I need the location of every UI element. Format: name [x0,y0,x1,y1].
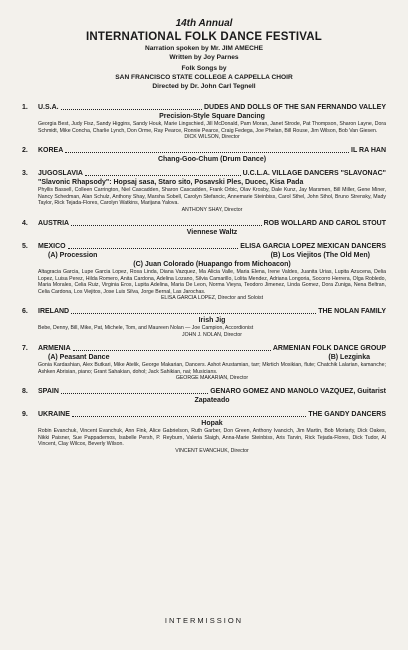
item-dancers: Gonia Kardashian, Alex Butkari, Mike Atelik, George Makarian, Dancers. Ashot Arustamian, tarr; Mkrtich Mosikian, flute; Chatchik Lalarian, kamanche; Ashken Abrisian, piano; Grant Sahakian, dohol; Jack Sahikian, nai; Musicians. [38,361,386,375]
program-list [22,103,386,455]
item-dancers: Altagracia Garcia, Lupe Garcia Lopez, Rosa Linda, Diana Vazquez, Ma Alicia Valle, Maria Elena, Irene Valdes, Juanita Urias, Lupita Azucena, Delia Lopez, Luisa Perez, Hilda Romero, Anita Cardona, Adelina Lozano, Silvia Camarillo, Lolita Mendez, Adriana Longoria, Socorro Herrera, Olga Robledo, Maria Morales, Celia Ruiz, Virginia Eros, Lupita Adelina, Maria De Leon, Norma Vieyra, Teodoro Jimenez, Linda Gomez, Dora Zuniga, Nena Beltran, Celia Cardona, Los Viejitos, Jose Luis Silva, Jorge Bernal, Las Jarochas. [38,268,386,295]
program-item-korea [22,146,386,164]
item-performer: GENARO GOMEZ AND MANOLO VAZQUEZ, Guitarist [210,388,386,396]
item-performer: ARMENIAN FOLK DANCE GROUP [272,344,386,352]
program-item-usa [22,103,386,141]
item-number: 3. [22,170,28,178]
dot-leader [71,219,262,226]
dot-leader [65,146,349,153]
program-item-spain [22,387,386,405]
item-country: MEXICO [38,242,66,250]
item-dance-a: (A) Peasant Dance [48,353,110,361]
item-performer: ROB WOLLARD AND CAROL STOUT [263,219,386,227]
item-director: ELISA GARCIA LOPEZ, Director and Soloist [160,295,264,302]
item-dance-b: (B) Lezginka [328,353,370,361]
item-dance: Irish Jig [198,317,226,325]
item-dance: Viennese Waltz [186,228,238,236]
item-performer: THE NOLAN FAMILY [318,308,386,316]
item-number: 8. [22,388,28,396]
item-director: GEORGE MAKARIAN, Director [175,375,249,382]
item-performer: IL RA HAN [351,147,386,155]
item-dance: Precision-Style Square Dancing [159,113,265,120]
item-director: JOHN J. NOLAN, Director [182,331,242,338]
item-country: UKRAINE [38,411,70,419]
item-dancers: Robin Evanchuk, Vincent Evanchuk, Ann Fink, Alice Gabrielson, Ruth Garber, Don Green, Anthony Ivancich, Jim Martin, Bob Moriarty, Dick Oakes, Nikki Paisner, Sue Pappademos, Isabelle Persh, P. Reyburn, Valeria Slaigh, Anna-Marie Steinbiss, Aris Tarvin, Rick Tejada-Flores, Dick Tudor, Al Vincent, Clay Wilcox, Beverly Wilson. [38,428,386,448]
item-country: ARMENIA [38,344,71,352]
dot-leader [73,344,271,351]
item-director: ANTHONY SHAY, Director [181,206,243,213]
dot-leader [68,242,239,249]
choir-director-credit: Directed by Dr. John Carl Tegnell [152,83,256,90]
item-number: 9. [22,411,28,419]
program-item-mexico [22,242,386,302]
item-performer: THE GANDY DANCERS [308,411,386,419]
folk-songs-credit: Folk Songs by [181,65,227,72]
item-performer: U.C.L.A. VILLAGE DANCERS "SLAVONAC" [242,170,386,178]
item-number: 4. [22,219,28,227]
program-item-ireland [22,307,386,339]
dot-leader [71,307,316,314]
program-item-ukraine [22,410,386,455]
item-country: SPAIN [38,388,59,396]
item-director: DICK WILSON, Director [184,134,240,141]
program-item-austria [22,219,386,237]
edition-line: 14th Annual [175,18,233,29]
item-number: 6. [22,308,28,316]
item-performer: ELISA GARCIA LOPEZ MEXICAN DANCERS [240,242,386,250]
item-dance: Hopak [201,420,223,428]
item-dancers: Georgia Best, Judy Fisz, Sandy Higgins, Sandy Houk, Marie Lingschied, Jill McDonald, Pam Moran, Janet Strode, Pat Thompson, Sharon Layne, Dora Schmidt, Mike Concha, Charlie Lynch, Don Orme, Ray Pearce, Ronnie Pearce, Craig Fedega, Joe Phelan, Bill Rouse, Jim Wilson, Bob Van Giesen. [38,121,386,134]
writer-credit: Written by Joy Parnes [169,54,239,61]
item-number: 2. [22,147,28,155]
item-country: JUGOSLAVIA [38,170,83,178]
item-performer: DUDES AND DOLLS OF THE SAN FERNANDO VALLEY [203,104,386,111]
item-dance-c: (C) Juan Colorado (Huapango from Michoacon) [133,260,291,268]
item-dance: Chang-Goo-Chum (Drum Dance) [157,156,267,164]
dot-leader [85,169,241,176]
program-item-armenia [22,344,386,382]
dot-leader [61,387,208,394]
item-number: 5. [22,242,28,250]
narration-credit: Narration spoken by Mr. JIM AMECHE [144,45,264,52]
dot-leader [61,103,202,110]
item-director: VINCENT EVANCHUK, Director [175,447,249,454]
program-item-jugoslavia [22,169,386,214]
item-dance-b: (B) Los Viejitos (The Old Men) [270,251,370,259]
intermission-label: INTERMISSION [164,616,244,625]
festival-title: INTERNATIONAL FOLK DANCE FESTIVAL [86,31,322,43]
item-country: U.S.A. [38,104,59,111]
item-number: 1. [22,104,28,111]
item-number: 7. [22,344,28,352]
item-dance-a: (A) Procession [48,251,98,259]
item-dancers: Bebe, Denny, Bill, Mike, Pat, Michele, Tom, and Maureen Nolan — Joe Campion, Accordionist [38,325,254,332]
item-dance: "Slavonic Rhapsody": Hopsaj sasa, Staro sito, Posavski Ples, Ducec, Kisa Pada [38,179,304,187]
program-header [22,18,386,91]
dot-leader [72,410,306,417]
item-country: AUSTRIA [38,219,70,227]
choir-credit: SAN FRANCISCO STATE COLLEGE A CAPPELLA CHOIR [115,74,293,81]
item-country: IRELAND [38,308,70,316]
item-dance: Zapateado [194,397,230,405]
item-country: KOREA [38,147,64,155]
item-dancers: Phyllis Bassell, Colleen Carrington, Niel Cascadden, Sharon Cascadden, Frank Orbic, Olav Krosby, Dale Kunz, Jay Marsmen, Bill Miller, Gene Miner, Nancy Schedman, Alan Schulz, Anthony Shay, Marsha Sobell, Carolyn Stefancic, Annemarie Steinbiss, Carol Sthel, John Sthol, Bruno Strensky, Mady Taylor, Rick Tejada-Flores, Carolyn Watkins, Marijana Yalova. [38,187,386,207]
